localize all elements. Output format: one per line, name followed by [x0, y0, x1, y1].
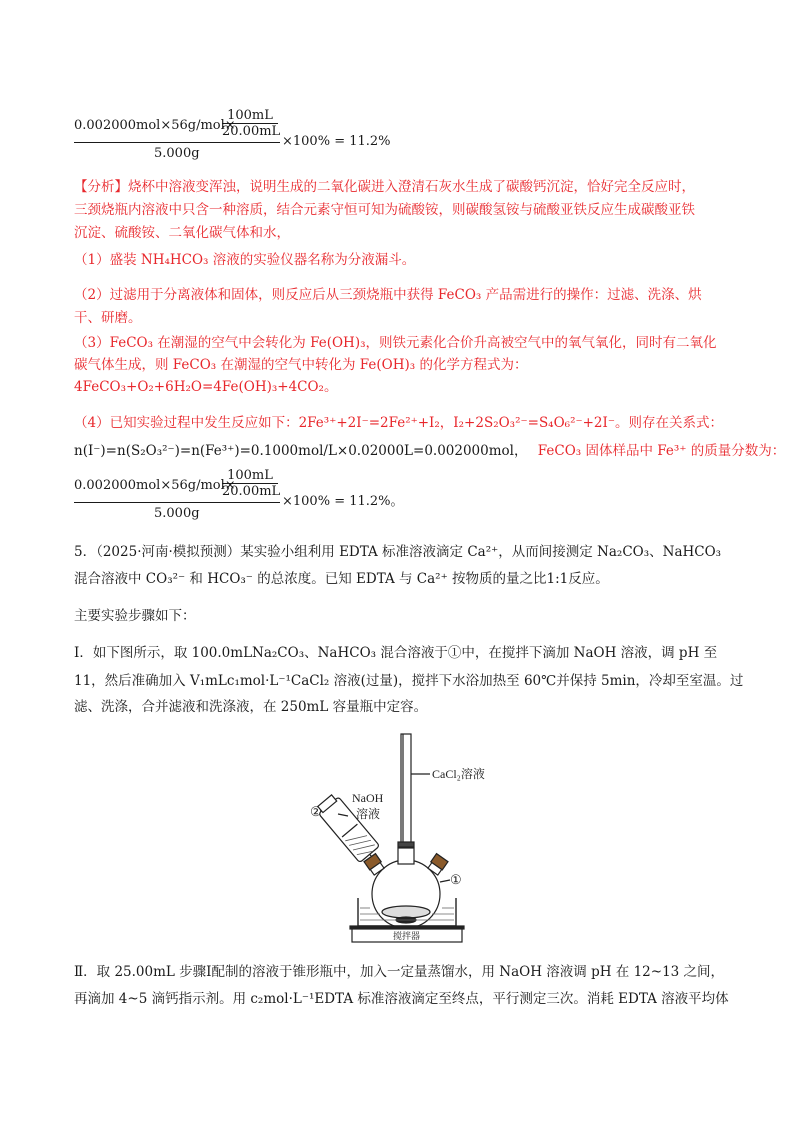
calc1-num-left: 0.002000mol×56g/mol×	[74, 118, 236, 133]
q4-fraction-lead: FeCO₃ 固体样品中 Fe³⁺ 的质量分数为：	[537, 443, 786, 459]
label-naoh-2: 溶液	[356, 807, 381, 821]
q4-line-1: （4）已知实验过程中发生反应如下：2Fe³⁺+2I⁻=2Fe²⁺+I₂，I₂+2S₂O₃²⁻=S₄O₆²⁻+2I⁻。则存在关系式：	[74, 415, 723, 431]
p5-step1-line-2: 11，然后准确加入 V₁mLc₁mol·L⁻¹CaCl₂ 溶液(过量)，搅拌下水浴加热至 60℃并保持 5min，冷却至室温。过	[74, 673, 744, 689]
calc2-inner-den: 20.00mL	[222, 484, 281, 499]
p5-line-2: 混合溶液中 CO₃²⁻ 和 HCO₃⁻ 的总浓度。已知 EDTA 与 Ca²⁺ 按物质的量之比1:1反应。	[74, 571, 609, 587]
calc2-main-line	[74, 502, 280, 503]
label-naoh-1: NaOH	[352, 791, 384, 805]
three-neck-flask	[364, 848, 450, 928]
calc1-inner-den: 20.00mL	[222, 124, 281, 139]
p5-step1-line-3: 滤、洗涤，合并滤液和洗涤液，在 250mL 容量瓶中定容。	[74, 699, 428, 715]
q3-line-2: 碳气体生成，则 FeCO₃ 在潮湿的空气中转化为 Fe(OH)₃ 的化学方程式为：	[74, 357, 528, 373]
label-circled-2: ②	[310, 804, 322, 819]
q4-line-2	[74, 441, 785, 461]
label-stirrer: 搅拌器	[393, 931, 421, 941]
calc2-fraction	[74, 468, 414, 528]
calc2-denominator: 5.000g	[154, 506, 200, 521]
p5-step2-line-1: Ⅱ．取 25.00mL 步骤Ⅰ配制的溶液于锥形瓶中，加入一定量蒸馏水，用 NaOH 溶液调 pH 在 12~13 之间，	[74, 964, 725, 980]
analysis-line-1: 【分析】烧杯中溶液变浑浊，说明生成的二氧化碳进入澄清石灰水生成了碳酸钙沉淀，恰好完全反应时，	[74, 179, 695, 195]
calc1-inner-frac	[222, 108, 281, 139]
calc1-result: ×100% = 11.2%	[282, 134, 391, 149]
label-circled-1: ①	[450, 872, 462, 887]
q3-line-3: 4FeCO₃+O₂+6H₂O=4Fe(OH)₃+4CO₂。	[74, 379, 338, 395]
calc1-numerator	[74, 118, 236, 133]
calc2-numerator	[74, 478, 236, 493]
p5-line-1: 5．（2025·河南·模拟预测）某实验小组利用 EDTA 标准溶液滴定 Ca²⁺，从而间接测定 Na₂CO₃、NaHCO₃	[74, 544, 722, 560]
p5-step2-line-2: 再滴加 4~5 滴钙指示剂。用 c₂mol·L⁻¹EDTA 标准溶液滴定至终点，平行测定三次。消耗 EDTA 溶液平均体	[74, 991, 729, 1007]
apparatus-figure	[290, 730, 530, 945]
calc1-denominator: 5.000g	[154, 146, 200, 161]
q2-line-1: （2）过滤用于分离液体和固体，则反应后从三颈烧瓶中获得 FeCO₃ 产品需进行的操作：过滤、洗涤、烘	[74, 287, 702, 303]
calc1-main-line	[74, 142, 280, 143]
q4-relation: n(I⁻)=n(S₂O₃²⁻)=n(Fe³⁺)=0.1000mol/L×0.02000L=0.002000mol，	[74, 443, 528, 459]
calc2-result: ×100% = 11.2%。	[282, 494, 404, 509]
calc2-inner-num: 100mL	[222, 468, 278, 484]
p5-steps-title: 主要实验步骤如下：	[74, 608, 196, 624]
q3-line-1: （3）FeCO₃ 在潮湿的空气中会转化为 Fe(OH)₃，则铁元素化合价升高被空气中的氧气氧化，同时有二氧化	[74, 335, 717, 351]
label-cacl2: CaCl₂溶液	[432, 767, 485, 781]
analysis-line-2: 三颈烧瓶内溶液中只含一种溶质，结合元素守恒可知为硫酸铵，则碳酸氢铵与硫酸亚铁反应生成碳酸亚铁	[74, 202, 695, 218]
analysis-line-3: 沉淀、硫酸铵、二氧化碳气体和水，	[74, 225, 290, 241]
calc1-fraction	[74, 108, 391, 168]
q1-answer: （1）盛装 NH₄HCO₃ 溶液的实验仪器名称为分液漏斗。	[74, 252, 416, 268]
q2-line-2: 干、研磨。	[74, 310, 142, 326]
calc2-num-left: 0.002000mol×56g/mol×	[74, 478, 236, 493]
calc1-inner-num: 100mL	[222, 108, 278, 124]
p5-step1-line-1: Ⅰ．如下图所示，取 100.0mLNa₂CO₃、NaHCO₃ 混合溶液于①中，在搅拌下滴加 NaOH 溶液，调 pH 至	[74, 645, 718, 661]
calc2-inner-frac	[222, 468, 281, 499]
